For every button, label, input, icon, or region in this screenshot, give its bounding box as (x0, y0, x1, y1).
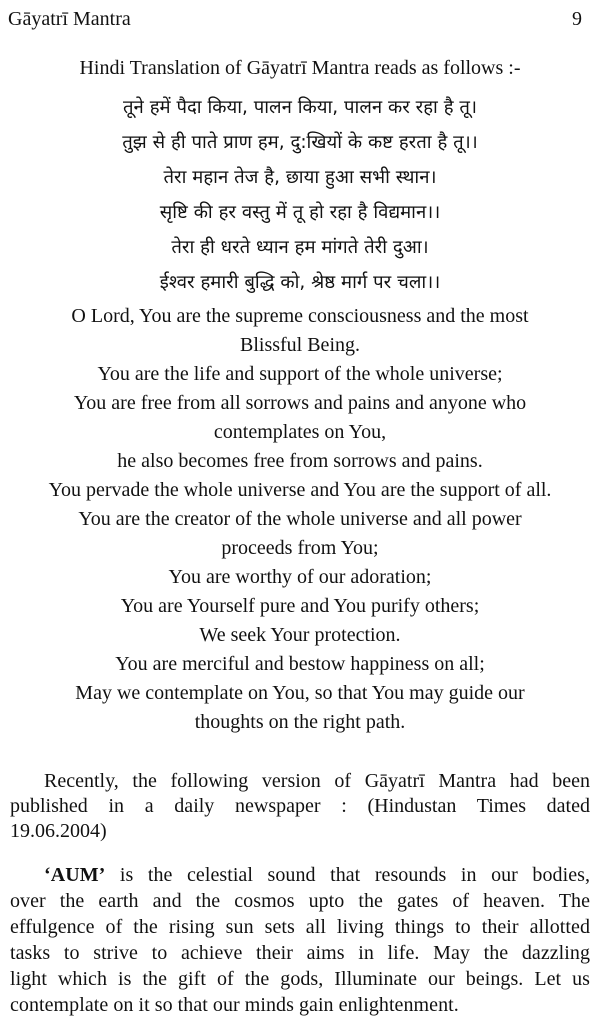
english-line: You are worthy of our adoration; (168, 566, 432, 588)
hindi-translation (0, 90, 600, 300)
english-line: May we contemplate on You, so that You may guide our (75, 682, 525, 704)
english-line: You are free from all sorrows and pains and anyone who (73, 392, 527, 414)
recent-version-paragraph (10, 769, 590, 844)
running-header (8, 6, 592, 32)
hindi-line: सृष्टि की हर वस्तु में तू हो रहा है विद्यमान।। (159, 202, 441, 223)
paragraph-line: over the earth and the cosmos upto the gates of heaven. The (10, 890, 590, 912)
english-line: You are the life and support of the whole universe; (97, 363, 503, 385)
english-line: You are merciful and bestow happiness on all; (115, 653, 485, 675)
aum-term: ‘AUM’ (44, 864, 106, 886)
paragraph-line: contemplate on it so that our minds gain enlightenment. (10, 994, 459, 1016)
english-line: contemplates on You, (213, 421, 387, 443)
paragraph-line: effulgence of the rising sun sets all living things to their allotted (10, 916, 590, 938)
hindi-line: तुझ से ही पाते प्राण हम, दु:खियों के कष्ट हरता है तू।। (122, 132, 478, 153)
english-line: You are Yourself pure and You purify others; (120, 595, 480, 617)
english-translation (0, 302, 600, 737)
english-line: thoughts on the right path. (194, 711, 406, 733)
paragraph-line (10, 862, 590, 888)
page-number: 9 (572, 8, 582, 30)
paragraph-line: 19.06.2004) (10, 820, 107, 842)
hindi-line: तेरा महान तेज है, छाया हुआ सभी स्थान। (163, 167, 437, 188)
hindi-line: तूने हमें पैदा किया, पालन किया, पालन कर रहा है तू। (123, 97, 477, 118)
running-title: Gāyatrī Mantra (8, 8, 131, 30)
intro-line: Hindi Translation of Gāyatrī Mantra reads as follows :- (79, 57, 521, 79)
english-line: he also becomes free from sorrows and pains. (117, 450, 483, 472)
english-line: We seek Your protection. (199, 624, 401, 646)
english-line: You are the creator of the whole universe and all power (78, 508, 522, 530)
paragraph-line: tasks to strive to achieve their aims in life. May the dazzling (10, 942, 590, 964)
english-line: proceeds from You; (221, 537, 379, 559)
english-line: Blissful Being. (239, 334, 360, 356)
hindi-line: तेरा ही धरते ध्यान हम मांगते तेरी दुआ। (171, 237, 429, 258)
english-line: You pervade the whole universe and You are the support of all. (48, 479, 552, 501)
paragraph-line: published in a daily newspaper : (Hindustan Times dated (10, 795, 590, 817)
paragraph-line: Recently, the following version of Gāyatrī Mantra had been (44, 770, 590, 792)
paragraph-line-rest: is the celestial sound that resounds in our bodies, (105, 864, 590, 886)
english-line: O Lord, You are the supreme consciousness and the most (71, 305, 529, 327)
paragraph-line: light which is the gift of the gods, Illuminate our beings. Let us (10, 968, 590, 990)
aum-paragraph (10, 862, 590, 1018)
hindi-line: ईश्वर हमारी बुद्धि को, श्रेष्ठ मार्ग पर चला।। (159, 272, 441, 293)
